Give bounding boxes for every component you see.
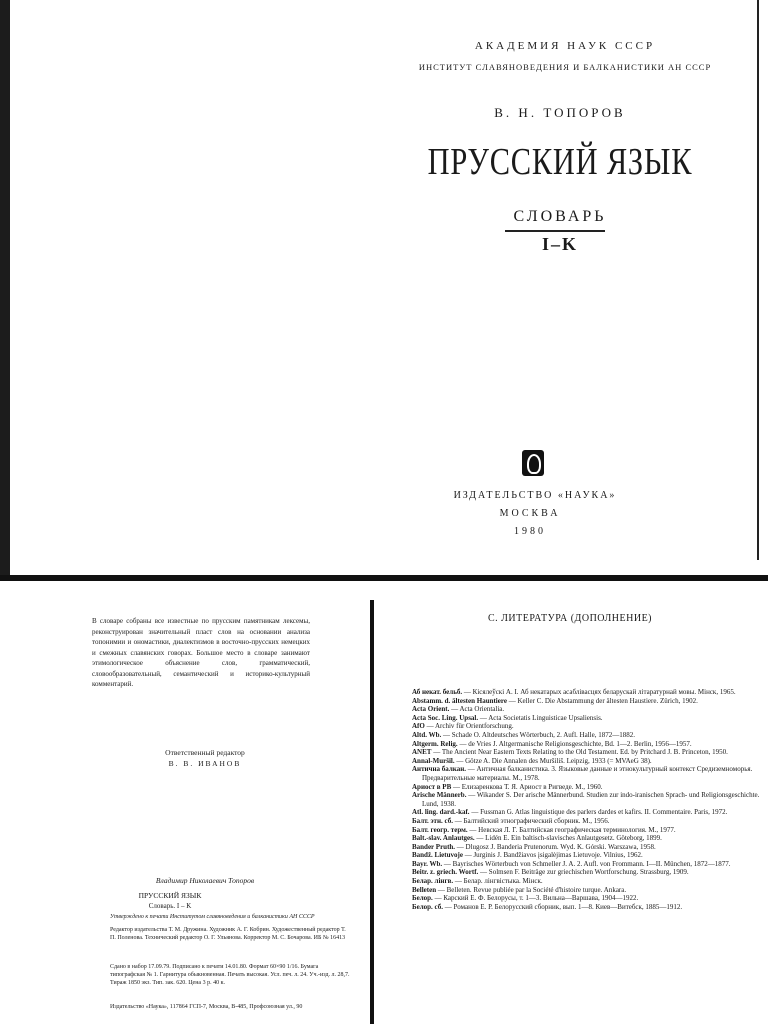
entry-abbreviation: Bander Pruth. bbox=[412, 842, 456, 851]
entry-reference: — Невская Л. Г. Балтийская географическая терминология. М., 1977. bbox=[467, 825, 676, 834]
entry-reference: — Archiv für Orientforschung. bbox=[424, 722, 514, 731]
scan-left-edge bbox=[0, 0, 10, 578]
entry-reference: — Белар. лінгвістыка. Мінск. bbox=[453, 877, 543, 886]
publication-year: 1980 bbox=[514, 526, 546, 537]
entry-reference: — de Vries J. Altgermanische Religionsgeschichte, Bd. 1—2. Berlin, 1956—1957. bbox=[457, 739, 692, 748]
entry-reference: — Jurginis J. Bandžiavos įsigalėjimas Lietuvoje. Vilnius, 1962. bbox=[462, 851, 643, 860]
scan-right-edge bbox=[757, 0, 768, 560]
academy-header: АКАДЕМИЯ НАУК СССР bbox=[474, 40, 656, 52]
entry-reference: — Fussman G. Atlas linguistique des parlers dardes et kafirs. II. Commentaire. Paris, 1972. bbox=[469, 808, 728, 817]
bibliography-entry bbox=[412, 843, 762, 852]
publisher-city: МОСКВА bbox=[499, 508, 561, 519]
entry-abbreviation: Acta Orient. bbox=[412, 705, 450, 714]
bibliography-entry bbox=[412, 877, 762, 886]
entry-reference: — Карский Е. Ф. Белорусы, т. 1—3. Вильна—Варшава, 1904—1922. bbox=[432, 894, 639, 903]
entry-reference: — Acta Orientalia. bbox=[449, 705, 505, 714]
editor-role: Ответственный редактор bbox=[165, 748, 245, 757]
entry-abbreviation: Аб некат. бельб. bbox=[412, 688, 463, 696]
column-divider bbox=[370, 600, 374, 1024]
entry-reference: — Belleten. Revue publiée par la Société d'histoire turque. Ankara. bbox=[436, 885, 627, 894]
approval-note: Утверждено к печати Институтом славяноведения и балканистики АН СССР bbox=[110, 914, 315, 920]
entry-reference: — The Ancient Near Eastern Texts Relating to the Old Testament. Ed. by Pritchard J. B. Princeton, 1950. bbox=[431, 748, 728, 757]
entry-abbreviation: Белар. лінгв. bbox=[412, 877, 454, 886]
entry-reference: — Балтийский этнографический сборник. М., 1956. bbox=[452, 816, 610, 825]
entry-reference: — Keller C. Die Abstammung der ältesten Haustiere. Zürich, 1902. bbox=[506, 696, 698, 705]
entry-abbreviation: Балт. этн. сб. bbox=[412, 816, 453, 825]
entry-abbreviation: Антична балкан. bbox=[412, 765, 466, 774]
entry-reference: — Götze A. Die Annalen des Muršiliš. Leipzig, 1933 (= MVAeG 38). bbox=[454, 756, 652, 765]
bibliography-entry bbox=[412, 722, 762, 731]
imprint-title: ПРУССКИЙ ЯЗЫК bbox=[138, 891, 202, 900]
entry-reference: — Schade O. Altdeutsches Wörterbuch, 2. Aufl. Halle, 1872—1882. bbox=[441, 730, 635, 739]
entry-abbreviation: Bayr. Wb. bbox=[412, 859, 443, 868]
imprint-author: Владимир Николаевич Топоров bbox=[155, 876, 255, 885]
publisher-name: ИЗДАТЕЛЬСТВО «НАУКА» bbox=[453, 490, 617, 501]
bibliography-entry bbox=[412, 688, 762, 697]
page-separator bbox=[0, 575, 768, 581]
entry-abbreviation: Acta Soc. Ling. Upsal. bbox=[412, 713, 479, 722]
bibliography-entry bbox=[412, 765, 762, 782]
entry-reference: — Lidén E. Ein baltisch-slavisches Anlautgesetz. Göteborg, 1899. bbox=[474, 834, 662, 843]
bibliography-entry bbox=[412, 714, 762, 723]
entry-abbreviation: Bandž. Lietuvoje bbox=[412, 851, 463, 860]
entry-abbreviation: Atl. ling. dard.-kaf. bbox=[412, 808, 470, 817]
bibliography-entry bbox=[412, 783, 762, 792]
subtitle-rule bbox=[505, 230, 605, 232]
entry-abbreviation: Belleten bbox=[412, 885, 437, 894]
entry-reference: — Solmsen F. Beiträge zur griechischen Wortforschung. Strassburg, 1909. bbox=[478, 868, 689, 877]
bibliography-entry bbox=[412, 894, 762, 903]
entry-reference: — Dlugosz J. Banderia Prutenorum. Wyd. K. Górski. Warszawa, 1958. bbox=[455, 842, 656, 851]
bibliography-entry bbox=[412, 860, 762, 869]
entry-abbreviation: Белор. bbox=[412, 894, 433, 903]
entry-abbreviation: Beitr. z. griech. Wortf. bbox=[412, 868, 479, 877]
bibliography-entry bbox=[412, 826, 762, 835]
entry-abbreviation: AfO bbox=[412, 722, 425, 731]
bibliography-entry bbox=[412, 740, 762, 749]
bibliography-entry bbox=[412, 757, 762, 766]
editor-name: В. В. ИВАНОВ bbox=[168, 759, 242, 768]
entry-abbreviation: Белор. сб. bbox=[412, 902, 443, 911]
bibliography-entry bbox=[412, 808, 762, 817]
entry-reference: — Wikander S. Der arische Männerbund. Studien zur indo-iranischen Sprach- und Religionsgeschichte. Lund, 1938. bbox=[422, 791, 760, 808]
volume-label: I–K bbox=[541, 234, 578, 254]
entry-reference: — Acta Societatis Linguisticae Upsaliensis. bbox=[478, 713, 603, 722]
entry-abbreviation: Annal-Muršil. bbox=[412, 756, 455, 765]
bibliography-entry bbox=[412, 834, 762, 843]
bibliography-entry bbox=[412, 868, 762, 877]
entry-abbreviation: Балт. геогр. терм. bbox=[412, 825, 468, 834]
entry-abbreviation: Abstamm. d. ältesten Hauntiere bbox=[412, 696, 507, 705]
bibliography-entry bbox=[412, 748, 762, 757]
bibliography-entry bbox=[412, 817, 762, 826]
entry-reference: — Bayrisches Wörterbuch von Schmeller J. A. 2. Aufl. von Frommann. I—II. München, 1872—1877. bbox=[442, 859, 731, 868]
author-name: В. Н. ТОПОРОВ bbox=[494, 105, 626, 120]
entry-abbreviation: Balt.-slav. Anlautges. bbox=[412, 834, 475, 843]
publisher-address: Издательство «Наука», 117864 ГСП-7, Москва, В-485, Профсоюзная ул., 90 bbox=[110, 1004, 303, 1010]
bibliography-entry bbox=[412, 886, 762, 895]
annotation-text: В словаре собраны все известные по прусским памятникам лексемы, реконструирован значительный пласт слов на основании анализа топонимии и ономастики, диалектизмов в восточно-прусских немецких и смежных славянских говорах. Большое место в словаре занимают этимологическое объяснение слов, грамматический, словообразовательный, семантический и историко-культурный комментарий. bbox=[92, 617, 310, 688]
entry-abbreviation: Altd. Wb. bbox=[412, 730, 442, 739]
imprint-subtitle: Словарь. I – K bbox=[148, 902, 192, 910]
bibliography-entry bbox=[412, 731, 762, 740]
entry-reference: — Кісялеўскі А. І. Аб некатарых асаблівасцях беларускай літаратурнай мовы. Мінск, 1965. bbox=[462, 688, 736, 696]
book-title: ПРУССКИЙ ЯЗЫК bbox=[427, 141, 693, 183]
entry-abbreviation: Altgerm. Relig. bbox=[412, 739, 458, 748]
entry-abbreviation: Arische Männerb. bbox=[412, 791, 467, 800]
entry-reference: — Елизаренкова Т. Я. Ариост в Ригведе. М., 1960. bbox=[451, 782, 603, 791]
entry-reference: — Романов Е. Р. Белорусский сборник, вып. 1—8. Киев—Витебск, 1885—1912. bbox=[443, 902, 683, 911]
entry-reference: — Античная балканистика. 3. Языковые данные и этнокультурный контекст Средиземноморья. Предварительные материалы. М., 1978. bbox=[422, 765, 753, 782]
publisher-logo-icon bbox=[522, 450, 544, 476]
entry-abbreviation: Ариост в РВ bbox=[412, 782, 452, 791]
bibliography-entry bbox=[412, 903, 762, 912]
staff-credits: Редактор издательства Т. М. Дружина. Художник А. Г. Кобрин. Художественный редактор Т. П. Поленова. Технический редактор О. Г. Ульянова. Корректор М. С. Бочарова. ИБ № 16413 bbox=[110, 927, 346, 941]
institute-header: ИНСТИТУТ СЛАВЯНОВЕДЕНИЯ И БАЛКАНИСТИКИ АН СССР bbox=[418, 62, 712, 72]
entry-abbreviation: ANET bbox=[412, 748, 432, 757]
bibliography-list bbox=[412, 688, 762, 911]
bibliography-entry bbox=[412, 791, 762, 808]
publication-details: Сдано в набор 17.09.79. Подписано к печати 14.01.80. Формат 60×90 1/16. Бумага типографская № 1. Гарнитура обыкновенная. Печать высокая. Усл. печ. л. 24. Уч.-изд. л. 28,7. Тираж 1850 экз. Тип. зак. 620. Цена 3 р. 40 к. bbox=[110, 964, 350, 986]
bibliography-entry bbox=[412, 705, 762, 714]
book-subtitle: СЛОВАРЬ bbox=[513, 208, 607, 225]
bibliography-entry bbox=[412, 851, 762, 860]
bibliography-entry bbox=[412, 697, 762, 706]
literature-heading: С. ЛИТЕРАТУРА (ДОПОЛНЕНИЕ) bbox=[487, 613, 653, 624]
